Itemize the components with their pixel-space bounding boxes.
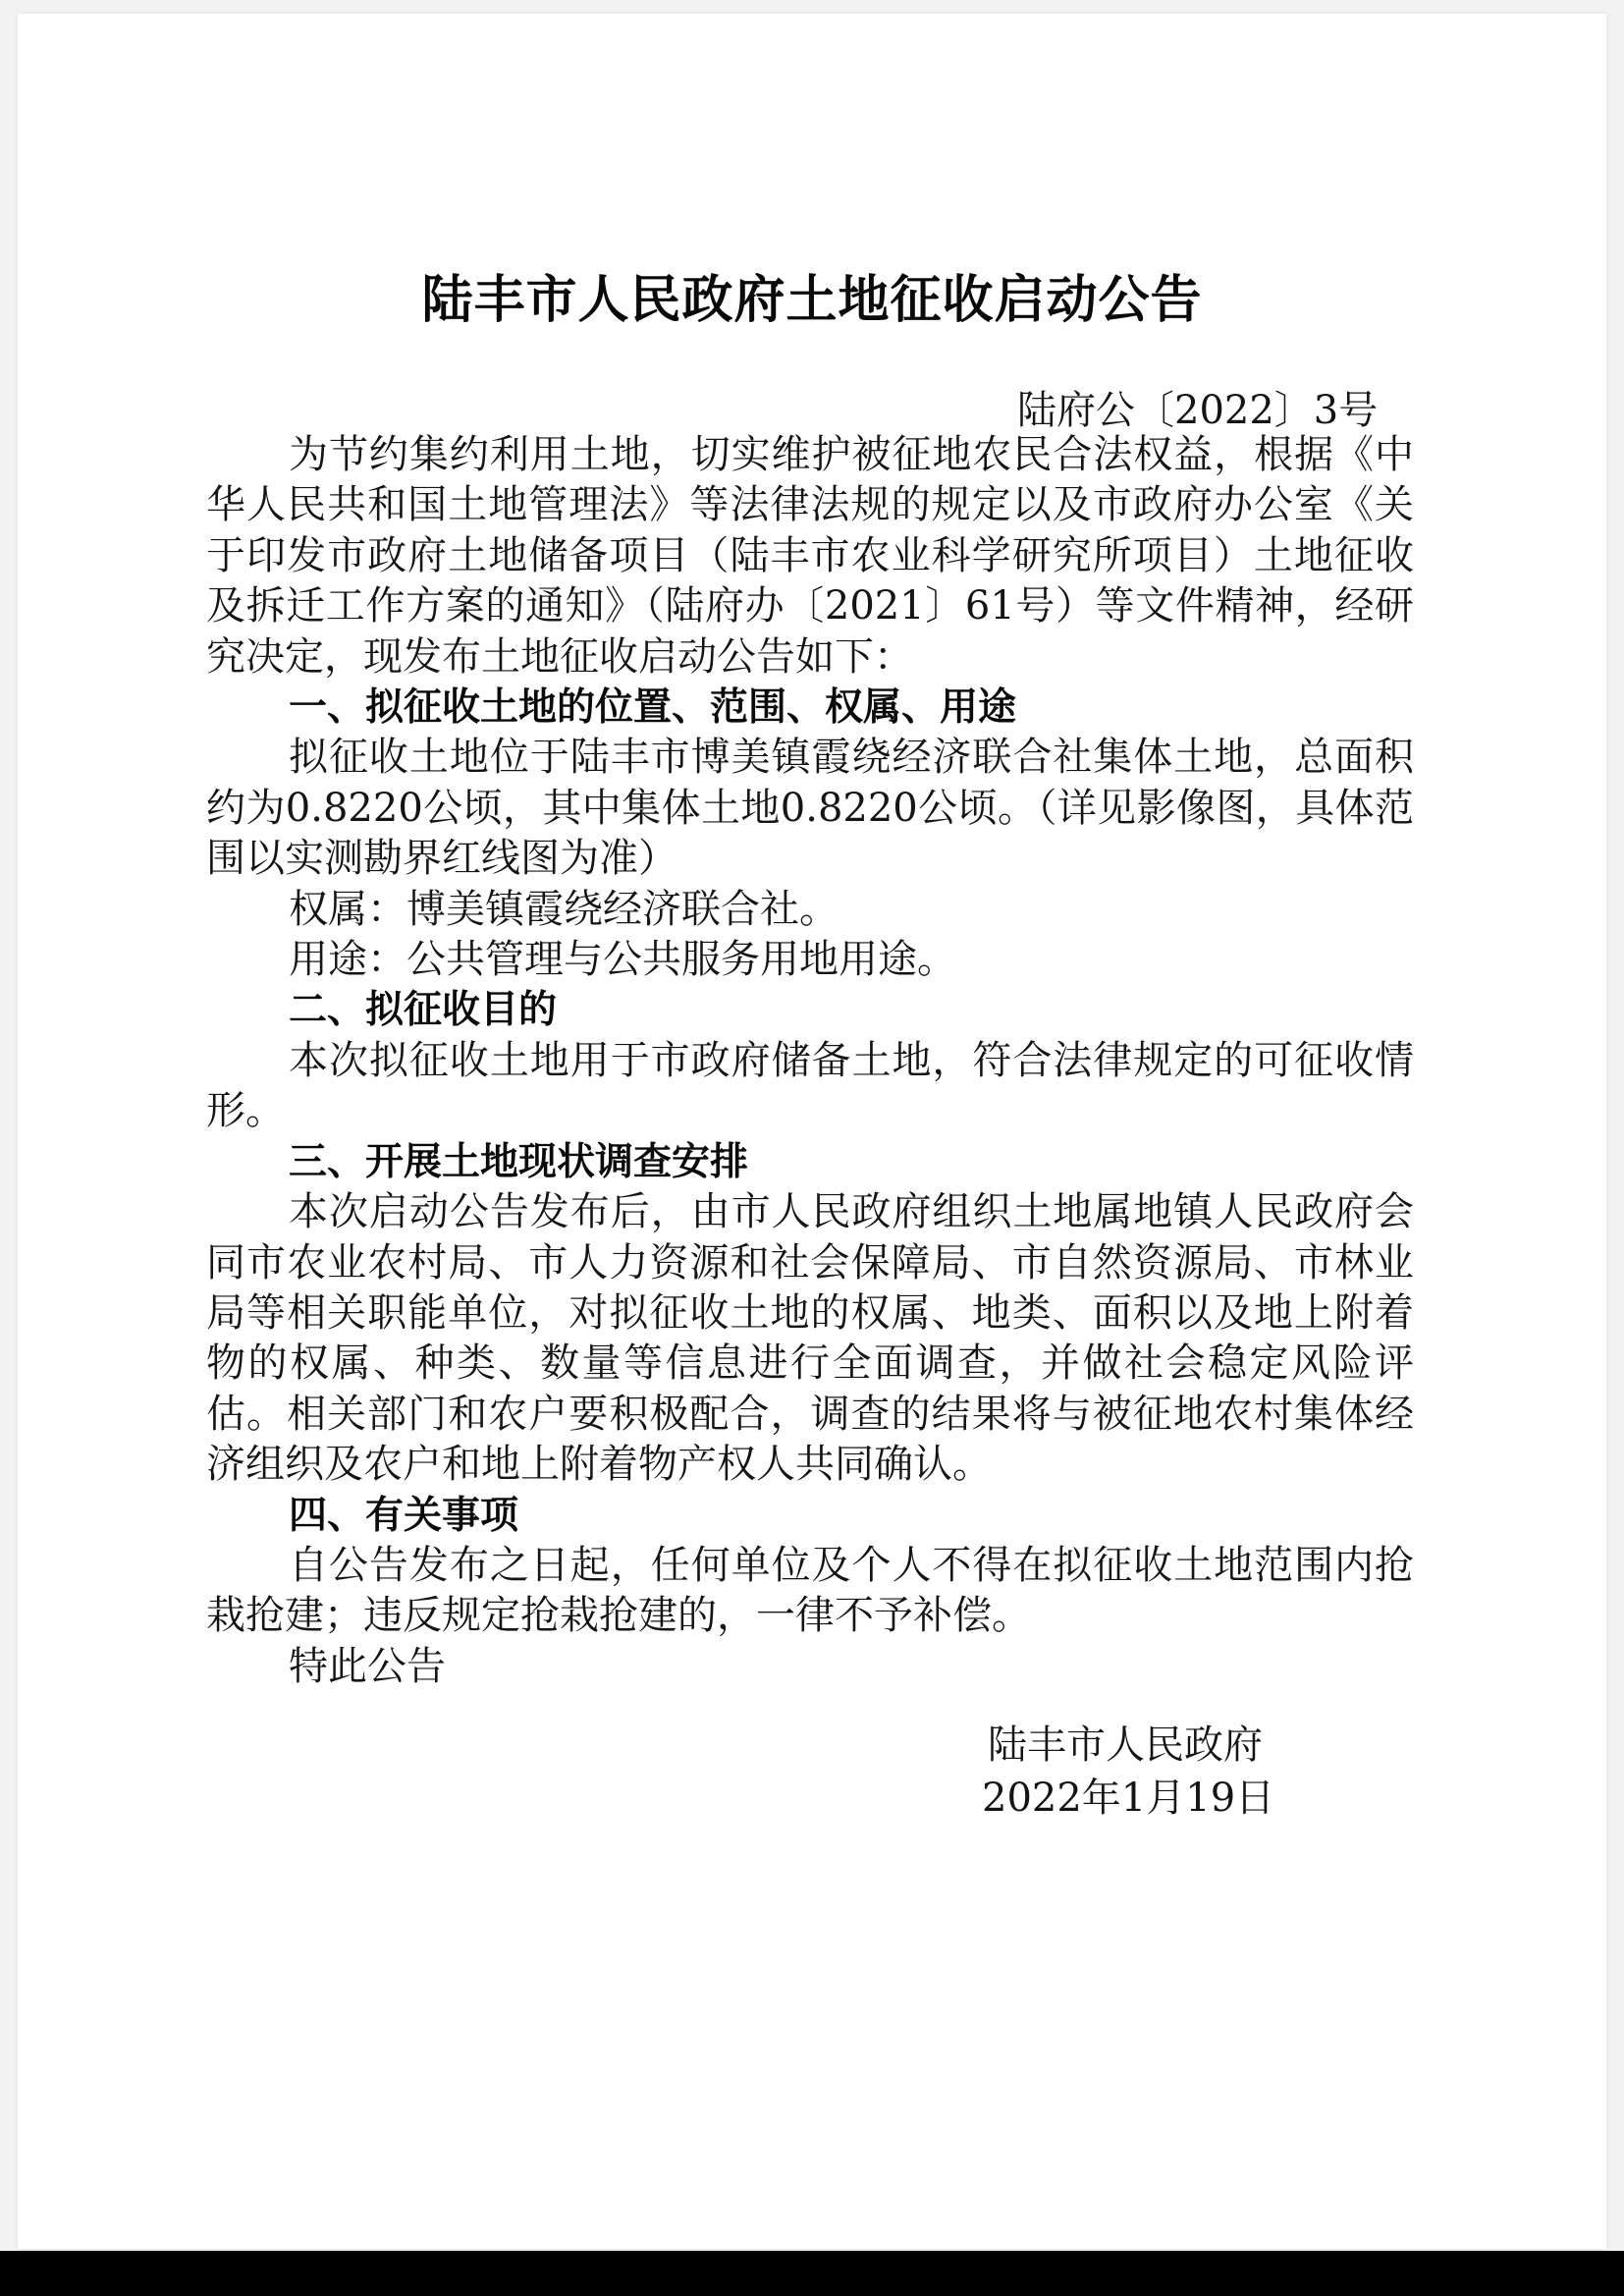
closing-statement: 特此公告 (289, 1643, 446, 1689)
document-body (206, 430, 1414, 1692)
section-paragraph-location: 拟征收土地位于陆丰市博美镇霞绕经济联合社集体土地，总面积约为0.8220公顷，其中集体土地0.8220公顷。（详见影像图，具体范围以实测勘界红线图为准） (206, 735, 1414, 882)
document-title: 陆丰市人民政府土地征收启动公告 (421, 271, 1203, 330)
scan-bottom-edge (0, 2251, 1624, 2296)
section-heading-location: 一、拟征收土地的位置、范围、权属、用途 (289, 685, 1017, 731)
signature-date: 2022年1月19日 (982, 1776, 1275, 1821)
document-number: 陆府公〔2022〕3号 (1017, 388, 1379, 433)
section-paragraph-purpose: 本次拟征收土地用于市政府储备土地，符合法律规定的可征收情形。 (206, 1037, 1414, 1134)
signature-organization: 陆丰市人民政府 (988, 1722, 1263, 1768)
section-paragraph-matters: 自公告发布之日起，任何单位及个人不得在拟征收土地范围内抢栽抢建；违反规定抢栽抢建的，一律不予补偿。 (206, 1542, 1414, 1639)
section-heading-survey: 三、开展土地现状调查安排 (289, 1139, 749, 1184)
signature-block (982, 1719, 1274, 1825)
section-paragraph-ownership: 权属：博美镇霞绕经济联合社。 (289, 886, 839, 932)
section-heading-matters: 四、有关事项 (289, 1493, 519, 1538)
section-heading-purpose: 二、拟征收目的 (289, 988, 558, 1033)
section-paragraph-survey: 本次启动公告发布后，由市人民政府组织土地属地镇人民政府会同市农业农村局、市人力资源和社会保障局、市自然资源局、市林业局等相关职能单位，对拟征收土地的权属、地类、面积以及地上附着物的权属、种类、数量等信息进行全面调查，并做社会稳定风险评估。相关部门和农户要积极配合，调查的结果将与被征地农村集体经济组织及农户和地上附着物产权人共同确认。 (206, 1189, 1414, 1488)
section-paragraph-usage: 用途：公共管理与公共服务用地用途。 (289, 937, 956, 983)
intro-paragraph: 为节约集约利用土地，切实维护被征地农民合法权益，根据《中华人民共和国土地管理法》等法律法规的规定以及市政府办公室《关于印发市政府土地储备项目（陆丰市农业科学研究所项目）土地征收及拆迁工作方案的通知》（陆府办〔2021〕61号）等文件精神，经研究决定，现发布土地征收启动公告如下： (206, 432, 1414, 680)
